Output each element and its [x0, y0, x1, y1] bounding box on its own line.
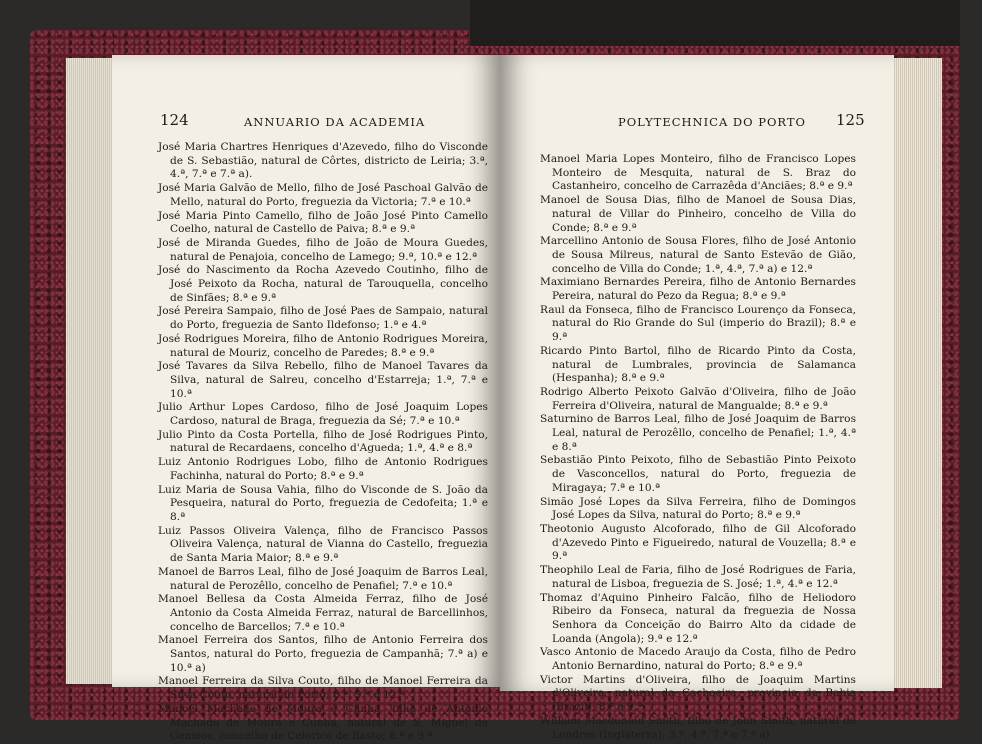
list-item: Victor Martins d'Oliveira, filho de Joaquim Martins d'Oliveira, natural da Cachoeira, provincia da Bahia (Brazil); 8.ª e 9.ª [540, 673, 856, 714]
list-item: Manoel Maria Lopes Monteiro, filho de Francisco Lopes Monteiro de Mesquita, natural de S. Braz do Castanheiro, concelho de Carrazêda d'Anciães; 8.ª e 9.ª [540, 153, 856, 193]
list-item: Manoel Ferreira da Silva Couto, filho de Manoel Ferreira da Silva Couto, natural do Porto; 8.ª, 9.ª e 12.ª [158, 675, 488, 702]
list-item: Rodrigo Alberto Peixoto Galvão d'Oliveira, filho de João Ferreira d'Oliveira, natural de Mangualde; 8.ª e 9.ª [540, 385, 856, 412]
bleed-through [560, 575, 860, 635]
list-item: Thomaz d'Aquino Pinheiro Falcão, filho de Heliodoro Ribeiro da Fonseca, natural da freguezia de Nossa Senhora da Conceição do Bairro Alto da cidade de Loanda (Angola); 9.ª e 12.ª [540, 591, 856, 645]
list-item: Raul da Fonseca, filho de Francisco Lourenço da Fonseca, natural do Rio Grande do Sul (imperio do Brazil); 8.ª e 9.ª [540, 303, 856, 344]
list-item: Ricardo Pinto Bartol, filho de Ricardo Pinto da Costa, natural de Lumbrales, provincia de Salamanca (Hespanha); 8.ª e 9.ª [540, 344, 856, 385]
list-item: Saturnino de Barros Leal, filho de José Joaquim de Barros Leal, natural de Perozêllo, concelho de Penafiel; 1.ª, 4.ª e 8.ª [540, 413, 856, 453]
list-item: José Maria Pinto Camello, filho de João José Pinto Camello Coelho, natural de Castello de Paiva; 8.ª e 9.ª [158, 209, 488, 236]
page-number: 124 [160, 111, 189, 129]
running-head: POLYTECHNICA DO PORTO [618, 115, 806, 129]
list-item: José Tavares da Silva Rebello, filho de Manoel Tavares da Silva, natural de Salreu, concelho d'Estarreja; 1.ª, 7.ª e 10.ª [158, 360, 488, 400]
running-head: ANNUARIO DA ACADEMIA [244, 115, 426, 129]
list-item: Manoel Ferreira dos Santos, filho de Antonio Ferreira dos Santos, natural do Porto, freguezia de Campanhã; 7.ª a) e 10.ª a) [158, 634, 488, 674]
list-item: Vasco Antonio de Macedo Araujo da Costa, filho de Pedro Antonio Bernardino, natural do Porto; 8.ª e 9.ª [540, 646, 856, 673]
list-item: José Maria Chartres Henriques d'Azevedo, filho do Visconde de S. Sebastião, natural de Côrtes, districto de Leiria; 3.ª, 4.ª, 7.ª e 7.ª a). [158, 141, 488, 181]
list-item: José Maria Galvão de Mello, filho de José Paschoal Galvão de Mello, natural do Porto, freguezia da Victoria; 7.ª e 10.ª [158, 182, 488, 208]
list-item: Luiz Antonio Rodrigues Lobo, filho de Antonio Rodrigues Fachinha, natural do Porto; 8.ª e 9.ª [158, 456, 488, 482]
list-item: Manoel de Sousa Dias, filho de Manoel de Sousa Dias, natural de Villar do Pinheiro, concelho de Villa do Conde; 8.ª e 9.ª [540, 194, 856, 234]
list-item: Maximiano Bernardes Pereira, filho de Antonio Bernardes Pereira, natural do Pezo da Regua; 8.ª e 9.ª [540, 276, 856, 303]
list-item: Julio Pinto da Costa Portella, filho de José Rodrigues Pinto, natural de Recardaens, concelho d'Agueda; 1.ª, 4.ª e 8.ª [158, 428, 488, 455]
list-item: William Macdonald Smith, filho de John Smith, natural de Londres (Inglaterra); 3.ª, 4.ª, 7.ª e 7.ª a) [540, 714, 856, 741]
list-item: José Pereira Sampaio, filho de José Paes de Sampaio, natural do Porto, freguezia de Santo Ildefonso; 1.ª e 4.ª [158, 305, 488, 332]
list-item: Manoel Machado de Moura e Cunha, filho de Antonio Machado de Moura e Cunha, natural de S. Miguel de Gemeos, concelho de Celorico de Basto; 8.ª e 9.ª [158, 702, 488, 743]
list-item: Marcellino Antonio de Sousa Flores, filho de José Antonio de Sousa Milreus, natural de Santo Estevão de Gião, concelho de Villa do Conde; 1.ª, 4.ª, 7.ª a) e 12.ª [540, 235, 856, 275]
background-band [470, 0, 960, 46]
entry-list [540, 153, 856, 742]
list-item: Julio Arthur Lopes Cardoso, filho de José Joaquim Lopes Cardoso, natural de Braga, freguezia da Sé; 7.ª e 10.ª [158, 401, 488, 428]
list-item: Manoel de Barros Leal, filho de José Joaquim de Barros Leal, natural de Perozêllo, concelho de Penafiel; 7.ª e 10.ª [158, 565, 488, 592]
list-item: Sebastião Pinto Peixoto, filho de Sebastião Pinto Peixoto de Vasconcellos, natural do Porto, freguezia de Miragaya; 7.ª e 10.ª [540, 454, 856, 494]
list-item: Luiz Maria de Sousa Vahia, filho do Visconde de S. João da Pesqueira, natural do Porto, freguezia de Cedofeita; 1.ª e 8.ª [158, 483, 488, 523]
page-edges-right [890, 58, 942, 688]
list-item: Luiz Passos Oliveira Valença, filho de Francisco Passos Oliveira Valença, natural de Vianna do Castello, freguezia de Santa Maria Maior; 8.ª e 9.ª [158, 524, 488, 565]
page-edges-left [66, 58, 118, 684]
page-number: 125 [836, 111, 865, 129]
list-item: José de Miranda Guedes, filho de João de Moura Guedes, natural de Penajoia, concelho de Lamego; 9.ª, 10.ª e 12.ª [158, 236, 488, 263]
right-page [500, 55, 894, 741]
entry-list [158, 141, 488, 744]
list-item: José do Nascimento da Rocha Azevedo Coutinho, filho de José Peixoto da Rocha, natural de Tarouquella, concelho de Sinfães; 8.ª e 9.ª [158, 264, 488, 304]
list-item: Simão José Lopes da Silva Ferreira, filho de Domingos José Lopes da Silva, natural do Porto; 8.ª e 9.ª [540, 495, 856, 522]
list-item: Theotonio Augusto Alcoforado, filho de Gil Alcoforado d'Azevedo Pinto e Figueiredo, natural de Vouzella; 8.ª e 9.ª [540, 522, 856, 563]
list-item: José Rodrigues Moreira, filho de Antonio Rodrigues Moreira, natural de Mouriz, concelho de Paredes; 8.ª e 9.ª [158, 332, 488, 359]
left-page [112, 55, 500, 743]
list-item: Manoel Bellesa da Costa Almeida Ferraz, filho de José Antonio da Costa Almeida Ferraz, natural de Barcellinhos, concelho de Barcellos; 7.ª e 10.ª [158, 593, 488, 633]
list-item: Theophilo Leal de Faria, filho de José Rodrigues de Faria, natural de Lisboa, freguezia de S. José; 1.ª, 4.ª e 12.ª [540, 564, 856, 590]
